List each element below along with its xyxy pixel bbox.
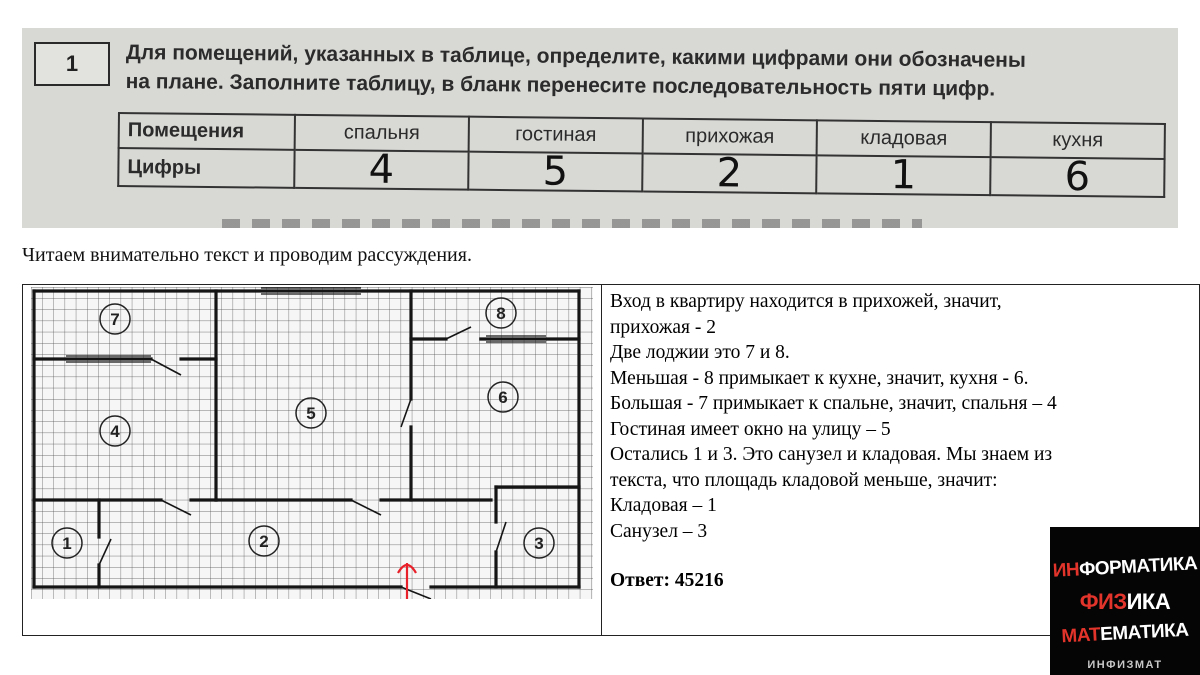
task-number: 1	[34, 42, 110, 86]
explanation-line: прихожая - 2	[610, 316, 716, 338]
explanation-line: Санузел – 3	[610, 520, 708, 542]
floor-plan	[31, 287, 593, 599]
table-room-cell: прихожая	[643, 118, 817, 155]
room-label-1: 1	[62, 534, 72, 553]
floor-plan-cell	[23, 285, 602, 635]
table-digit-cell: 6	[990, 157, 1164, 197]
answer-text: Ответ: 45216	[610, 570, 724, 591]
room-label-6: 6	[498, 388, 508, 407]
table-room-cell: кухня	[991, 122, 1165, 159]
explanation-line: Меньшая - 8 примыкает к кухне, значит, кухня - 6.	[610, 367, 1029, 389]
room-label-2: 2	[259, 532, 269, 551]
logo-line-informatika: ИНФОРМАТИКА	[1052, 553, 1198, 582]
table-digit-cell: 5	[468, 152, 642, 192]
table-room-cell: кладовая	[817, 120, 991, 157]
room-label-5: 5	[306, 404, 316, 423]
explanation-line: Остались 1 и 3. Это санузел и кладовая. Мы знаем из	[610, 444, 1053, 465]
task-text-line: Для помещений, указанных в таблице, определите, какими цифрами они обозначены	[125, 40, 1026, 72]
solution-box	[22, 284, 1200, 636]
intro-text: Читаем внимательно текст и проводим рассуждения.	[22, 244, 472, 266]
room-label-4: 4	[110, 422, 120, 441]
room-label-7: 7	[110, 310, 120, 329]
task-table	[117, 112, 1166, 201]
logo-line-fizika: ФИЗИКА	[1079, 589, 1171, 614]
task-text-line: на плане. Заполните таблицу, в бланк перенесите последовательность пяти цифр.	[125, 69, 996, 101]
table-room-cell: гостиная	[469, 117, 643, 154]
logo-line-matematika: МАТЕМАТИКА	[1060, 619, 1189, 648]
explanation-line: текста, что площадь кладовой меньше, значит:	[610, 469, 998, 491]
explanation-line: Вход в квартиру находится в прихожей, значит,	[610, 291, 1002, 312]
table-header-label: Помещения	[119, 113, 295, 150]
explanation-text	[610, 289, 1057, 594]
explanation-line: Кладовая – 1	[610, 495, 717, 516]
table-row-label: Цифры	[118, 148, 294, 188]
explanation-line: Две лоджии это 7 и 8.	[610, 342, 790, 363]
explanation-line: Большая - 7 примыкает к спальне, значит, спальня – 4	[610, 393, 1057, 414]
photo-footer-blur	[222, 219, 922, 228]
task-text	[125, 38, 1170, 105]
logo-subtitle: ИНФИЗМАТ	[1087, 659, 1163, 671]
task-photo	[22, 28, 1178, 228]
room-label-8: 8	[496, 304, 506, 323]
infizmat-logo	[1050, 527, 1200, 675]
table-room-cell: спальня	[295, 115, 469, 152]
table-digit-cell: 1	[816, 155, 990, 195]
room-label-3: 3	[534, 534, 544, 553]
table-digit-cell: 2	[642, 153, 816, 193]
explanation-line: Гостиная имеет окно на улицу – 5	[610, 418, 891, 440]
table-digit-cell: 4	[294, 150, 468, 190]
